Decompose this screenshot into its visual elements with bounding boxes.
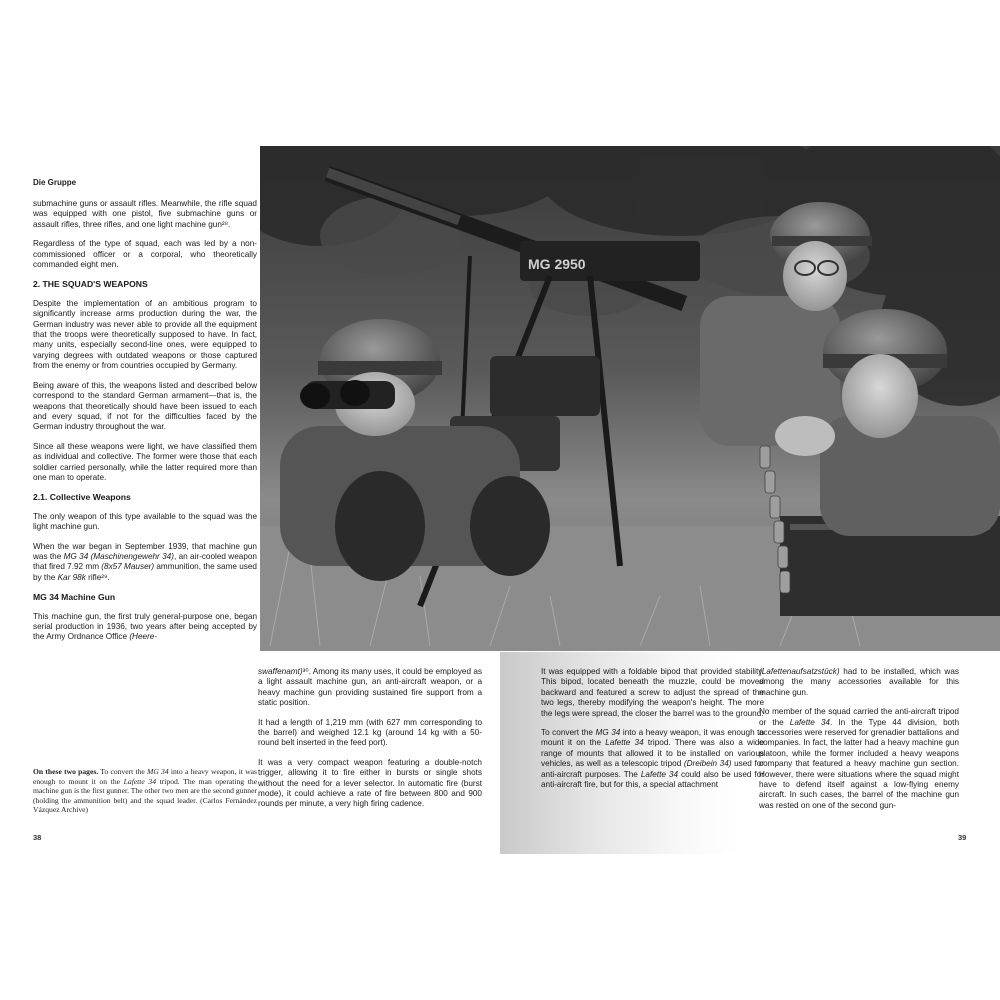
subsection-heading: 2.1. Collective Weapons [33, 492, 131, 503]
right-column [759, 667, 959, 820]
machine-gun-crew-photo [260, 146, 1000, 651]
paragraph: The only weapon of this type available to the squad was the light machine gun. [33, 511, 257, 532]
paragraph: swaffenamt)³⁰. Among its many uses, it could be employed as a light assault machine gun, an anti-aircraft weapon, or a heavy machine gun providing sustained fire support from a static position. [258, 667, 482, 708]
subsection-heading: MG 34 Machine Gun [33, 592, 116, 603]
section-heading: 2. THE SQUAD'S WEAPONS [33, 279, 148, 290]
photo-caption: On these two pages. To convert the MG 34 into a heavy weapon, it was enough to mount it on the Lafette 34 tripod. The man operating the machine gun is the first gunner. The other two men are the second gunner (holding the ammunition belt) and the squad leader. (Carlos Fernández Vázquez Archive) [33, 767, 258, 815]
paragraph: When the war began in September 1939, that machine gun was the MG 34 (Maschinengewehr 34), an air-cooled weapon that fired 7.92 mm (8x57 Mauser) ammunition, the same used by the Kar 98k rifle²⁹. [33, 541, 257, 582]
paragraph: It was equipped with a foldable bipod that provided stability. This bipod, located beneath the muzzle, could be moved backward and featured a screw to adjust the spread of the two legs, thereby modifying the weapon's height. The more the legs were spread, the closer the barrel was to the ground. [541, 667, 764, 718]
running-header: Die Gruppe [33, 178, 77, 187]
paragraph: It had a length of 1,219 mm (with 627 mm corresponding to the barrel) and weighed 12.1 kg (around 14 kg with a 50-round belt inserted in the feed port). [258, 717, 482, 748]
paragraph: Being aware of this, the weapons listed and described below correspond to the standard German armament—that is, the weapons that theoretically should have been issued to each and every squad, if not for the difficulties faced by the German industry throughout the war. [33, 380, 257, 432]
paragraph: Despite the implementation of an ambitious program to significantly increase arms production during the war, the German industry was never able to provide all the equipment that the troops were theoretically supposed to have. In fact, many units, especially second-line ones, were equipped to varying degrees with outdated weapons or those captured from the enemy or from countries occupied by Germany. [33, 298, 257, 371]
paragraph: (Lafettenaufsatzstück) had to be installed, which was among the many accessories available for this machine gun. [759, 667, 959, 697]
gun-serial-marking: MG 2950 [528, 256, 586, 272]
paragraph: Since all these weapons were light, we have classified them as individual and collective. The former were those that each soldier carried personally, while the latter required more than one man to operate. [33, 441, 257, 482]
paragraph: submachine guns or assault rifles. Meanwhile, the rifle squad was equipped with one pistol, five submachine guns or assault rifles, three rifles, and one light machine gun²⁸. [33, 199, 257, 229]
center-right-column [541, 667, 764, 799]
page-number-right: 39 [958, 833, 967, 842]
page-number-left: 38 [33, 833, 42, 842]
paragraph: Regardless of the type of squad, each was led by a non-commissioned officer or a corporal, who theoretically commanded eight men. [33, 239, 257, 270]
paragraph: To convert the MG 34 into a heavy weapon, it was enough to mount it on the Lafette 34 tripod. There was also a wide range of mounts that allowed it to be installed on various vehicles, as well as a telescopic tripod (Dreibein 34) used for anti-aircraft purposes. The Lafette 34 could also be used for anti-aircraft fire, but for this, a special attachment [541, 728, 765, 790]
paragraph: This machine gun, the first truly general-purpose one, began serial production in 1936, two years after being accepted by the Army Ordnance Office (Heere- [33, 611, 257, 642]
center-left-column [258, 667, 482, 819]
left-column [33, 199, 257, 652]
photo-illustration [260, 146, 1000, 651]
paragraph: It was a very compact weapon featuring a double-notch trigger, allowing it to fire either in bursts or single shots without the need for a lever selector. In automatic fire (burst mode), it could achieve a rate of fire between 800 and 900 rounds per minute, a very high firing cadence. [258, 757, 482, 809]
paragraph: No member of the squad carried the anti-aircraft tripod or the Lafette 34. In the Type 44 division, both accessories were reserved for grenadier battalions and companies. In fact, the latter had a heavy machine gun platoon, while the former included a heavy weapons company that featured a heavy machine gun section. However, there were situations where the squad might have to defend itself against a low-flying enemy aircraft. In such cases, the barrel of the machine gun was rested on one of the second gun- [759, 707, 960, 810]
